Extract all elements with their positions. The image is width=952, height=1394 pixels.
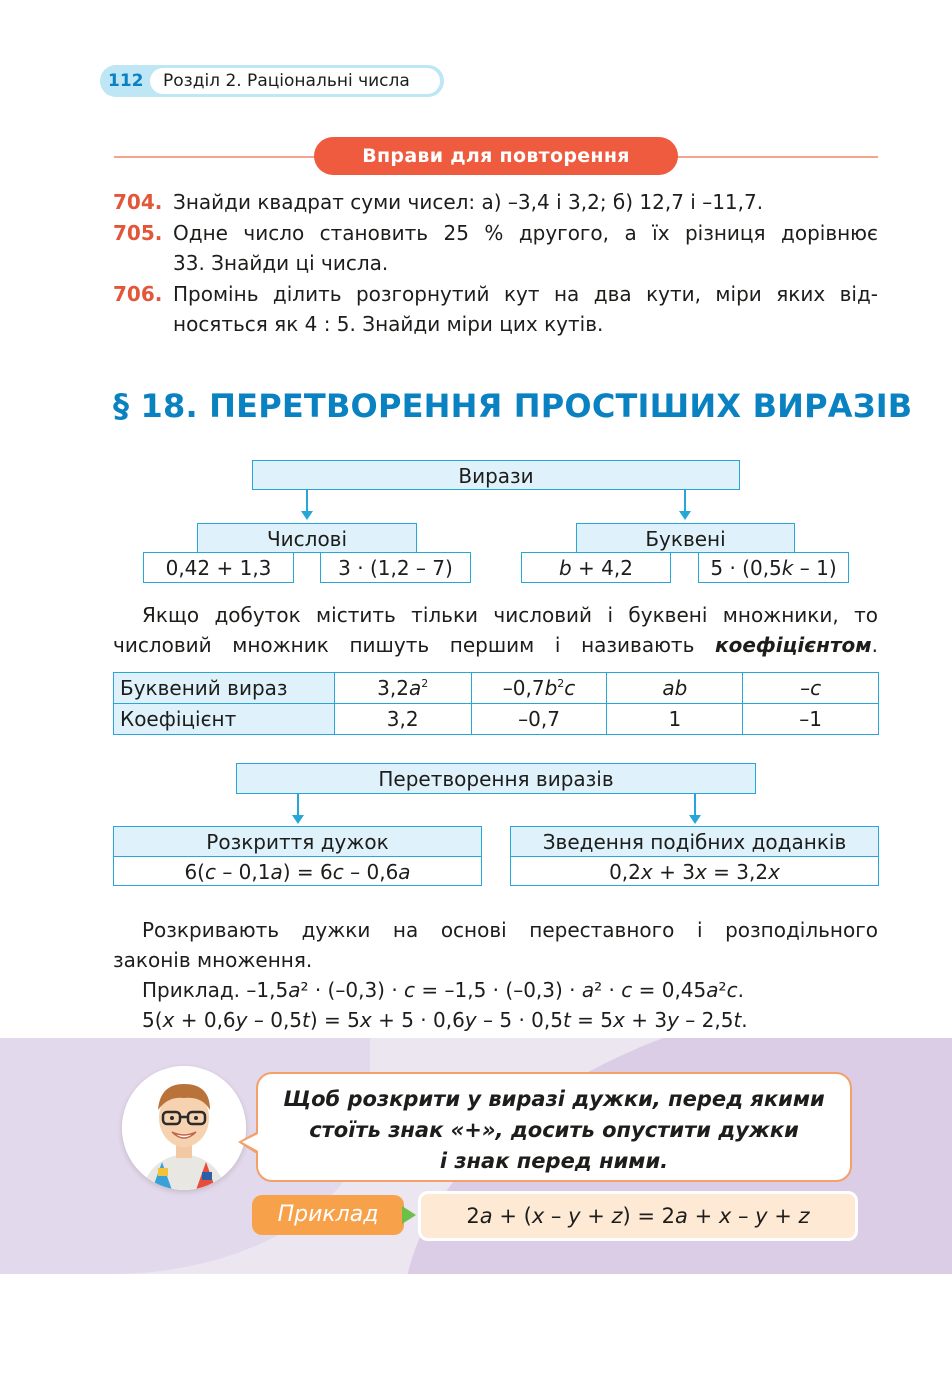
- like-terms-title: Зведення подібних доданків: [510, 826, 879, 857]
- exercise-number: 705.: [113, 221, 163, 245]
- diagram-root-expressions: Вирази: [252, 460, 740, 490]
- table-row: [114, 673, 879, 704]
- page-number: 112: [108, 71, 144, 91]
- arrow-to-numeric: [306, 490, 308, 512]
- literal-example-1: b + 4,2: [521, 552, 671, 583]
- example-line-1: Приклад. –1,5a² · (–0,3) · c = –1,5 · (–0,3) · a² · c = 0,45a²c.: [142, 978, 744, 1002]
- rule-line-3: і знак перед ними.: [439, 1149, 669, 1173]
- rule-line-1: Щоб розкрити у виразі дужки, перед якими: [283, 1087, 825, 1111]
- diagram-root-transformations: Перетворення виразів: [236, 763, 756, 794]
- paragraph-line-2: числовий множник пишуть першим і називають коефіцієнтом.: [113, 633, 878, 657]
- arrow-to-like-terms: [694, 794, 696, 816]
- brackets-example: 6(c – 0,1a) = 6c – 0,6a: [113, 856, 482, 886]
- explanation: [113, 915, 878, 1035]
- like-terms-example: 0,2x + 3x = 3,2x: [510, 856, 879, 886]
- numeric-example-1: 0,42 + 1,3: [143, 552, 294, 583]
- exercise-706: [113, 279, 878, 339]
- boy-illustration: [122, 1066, 246, 1190]
- explanation-line-2: законів множення.: [113, 948, 313, 972]
- exercise-704: [113, 187, 878, 217]
- explanation-line-1: Розкривають дужки на основі переставного і розподільного: [142, 918, 878, 942]
- exercise-number: 704.: [113, 190, 163, 214]
- example-line-2: 5(x + 0,6y – 0,5t) = 5x + 5 · 0,6y – 5 · 0,5t = 5x + 3y – 2,5t.: [142, 1008, 748, 1032]
- rule-line-2: стоїть знак «+», досить опустити дужки: [309, 1118, 799, 1142]
- exercise-number: 706.: [113, 282, 163, 306]
- table-cell: $-0,7b^2c$: [471, 673, 607, 704]
- student-avatar: [122, 1066, 246, 1190]
- numeric-example-2: 3 · (1,2 – 7): [320, 552, 471, 583]
- exercise-text-line2: 33. Знайди ці числа.: [173, 251, 389, 275]
- table-cell: –1: [743, 704, 879, 735]
- exercise-text: Знайди квадрат суми чисел: а) –3,4 і 3,2; б) 12,7 і –11,7.: [173, 190, 764, 214]
- exercise-705: [113, 218, 878, 278]
- chapter-title: Розділ 2. Раціональні числа: [163, 71, 410, 91]
- diagram-literal: Буквені: [576, 523, 795, 553]
- coefficient-table: [113, 672, 879, 735]
- table-cell: $3,2a^2$: [334, 673, 471, 704]
- arrow-to-brackets: [297, 794, 299, 816]
- table-cell: –c: [743, 673, 879, 704]
- example-pointer-icon: [402, 1206, 416, 1224]
- table-cell: 3,2: [334, 704, 471, 735]
- term-coefficient: коефіцієнтом: [715, 633, 872, 657]
- review-heading: Вправи для повторення: [314, 137, 678, 175]
- table-row: [114, 704, 879, 735]
- brackets-title: Розкриття дужок: [113, 826, 482, 857]
- coefficient-paragraph: [113, 600, 878, 660]
- rule-example: 2a + (x – y + z) = 2a + x – y + z: [418, 1191, 858, 1241]
- example-label: Приклад: [252, 1195, 404, 1235]
- arrow-to-literal: [684, 490, 686, 512]
- section-title: § 18. ПЕРЕТВОРЕННЯ ПРОСТІШИХ ВИРАЗІВ: [113, 387, 913, 425]
- exercise-text-line1: Одне число становить 25 % другого, а їх різниця дорівнює: [173, 221, 878, 245]
- diagram-numeric: Числові: [197, 523, 417, 553]
- table-cell: 1: [607, 704, 743, 735]
- paragraph-line-1: Якщо добуток містить тільки числовий і буквені множники, то: [142, 603, 878, 627]
- rule-bubble: [256, 1072, 852, 1182]
- literal-example-2: 5 · (0,5k – 1): [698, 552, 849, 583]
- table-cell-label: Коефіцієнт: [114, 704, 335, 735]
- exercise-text-line2: носяться як 4 : 5. Знайди міри цих кутів.: [173, 312, 604, 336]
- exercise-text-line1: Промінь ділить розгорнутий кут на два кути, міри яких від-: [173, 282, 878, 306]
- table-cell: ab: [607, 673, 743, 704]
- bubble-tail-inner: [242, 1133, 260, 1152]
- table-cell: –0,7: [471, 704, 607, 735]
- table-cell-label: Буквений вираз: [114, 673, 335, 704]
